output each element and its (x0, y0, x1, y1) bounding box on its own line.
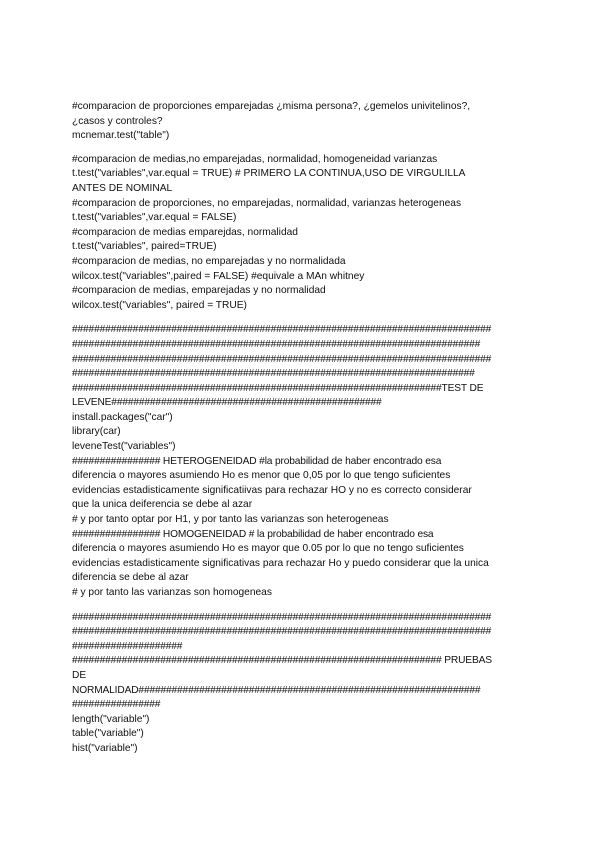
text-line: que la unica deiferencia se debe al azar (72, 499, 253, 511)
text-line: diferencia o mayores asumiendo Ho es menor que 0,05 por lo que tengo suficientes (72, 470, 451, 482)
code-line: hist("variable") (72, 742, 138, 754)
text-line: ANTES DE NOMINAL (72, 182, 173, 194)
text-line: diferencia o mayores asumiendo Ho es mayor que 0.05 por lo que no tengo suficientes (72, 543, 464, 555)
comment-line: # y por tanto optar por H1, y por tanto las varianzas son heterogeneas (72, 514, 389, 526)
section-mcnemar (72, 100, 527, 144)
code-line: length("variable") (72, 713, 150, 725)
code-line: wilcox.test("variables",paired = FALSE) #equivale a MAn whitney (72, 270, 365, 282)
heading-line: NORMALIDAD############################################################## (72, 684, 481, 696)
code-line: library(car) (72, 426, 121, 438)
hash-line: ######################################################################### (72, 368, 475, 380)
code-line: t.test("variables",var.equal = FALSE) (72, 212, 237, 224)
heading-line: LEVENE################################################# (72, 397, 382, 409)
text-line: ¿casos y controles? (72, 115, 163, 127)
heading-line: ###################################################################TEST DE (72, 382, 484, 394)
code-line: table("variable") (72, 728, 144, 740)
hash-line: ############################################################################ (72, 324, 492, 336)
hash-line: ################ (72, 699, 161, 711)
heading-line: ################################################################### PRUEBAS (72, 655, 492, 667)
hash-line: #################### (72, 640, 183, 652)
section-levene (72, 323, 527, 600)
text-line: evidencias estadisticamente significativas para rechazar Ho y puedo considerar que la unica (72, 557, 489, 569)
text-line: diferencia se debe al azar (72, 572, 189, 584)
code-line: wilcox.test("variables", paired = TRUE) (72, 299, 247, 311)
code-line: t.test("variables", paired=TRUE) (72, 241, 217, 253)
section-tests (72, 153, 527, 314)
text-line: evidencias estadisticamente significatiivas para rechazar HO y no es correcto considerar (72, 484, 472, 496)
document-content (72, 100, 527, 757)
text-line: #comparacion de proporciones emparejadas ¿misma persona?, ¿gemelos univitelinos?, (72, 101, 471, 112)
comment-line: ################ HOMOGENEIDAD # la probabilidad de haber encontrado esa (72, 528, 434, 540)
code-line: install.packages("car") (72, 411, 173, 423)
comment-line: #comparacion de medias, no emparejadas y no normalidada (72, 255, 346, 267)
comment-line: #comparacion de medias, emparejadas y no normalidad (72, 285, 326, 297)
comment-line: # y por tanto las varianzas son homogeneas (72, 587, 272, 598)
hash-line: ########################################################################## (72, 338, 481, 350)
code-line: leveneTest("variables") (72, 441, 176, 453)
comment-line: #comparacion de medias,no emparejadas, normalidad, homogeneidad varianzas (72, 153, 438, 165)
heading-line: DE (72, 669, 87, 681)
code-line: mcnemar.test("table") (72, 130, 170, 142)
code-line: t.test("variables",var.equal = TRUE) # PRIMERO LA CONTINUA,USO DE VIRGULILLA (72, 168, 466, 180)
comment-line: #comparacion de medias emparejdas, normalidad (72, 226, 298, 238)
hash-line: ############################################################################ (72, 626, 492, 638)
hash-line: ############################################################################ (72, 611, 492, 623)
hash-line: ############################################################################ (72, 353, 492, 365)
comment-line: ################ HETEROGENEIDAD #la probabilidad de haber encontrado esa (72, 455, 442, 467)
section-normalidad (72, 611, 527, 757)
comment-line: #comparacion de proporciones, no emparejadas, normalidad, varianzas heterogeneas (72, 197, 462, 209)
